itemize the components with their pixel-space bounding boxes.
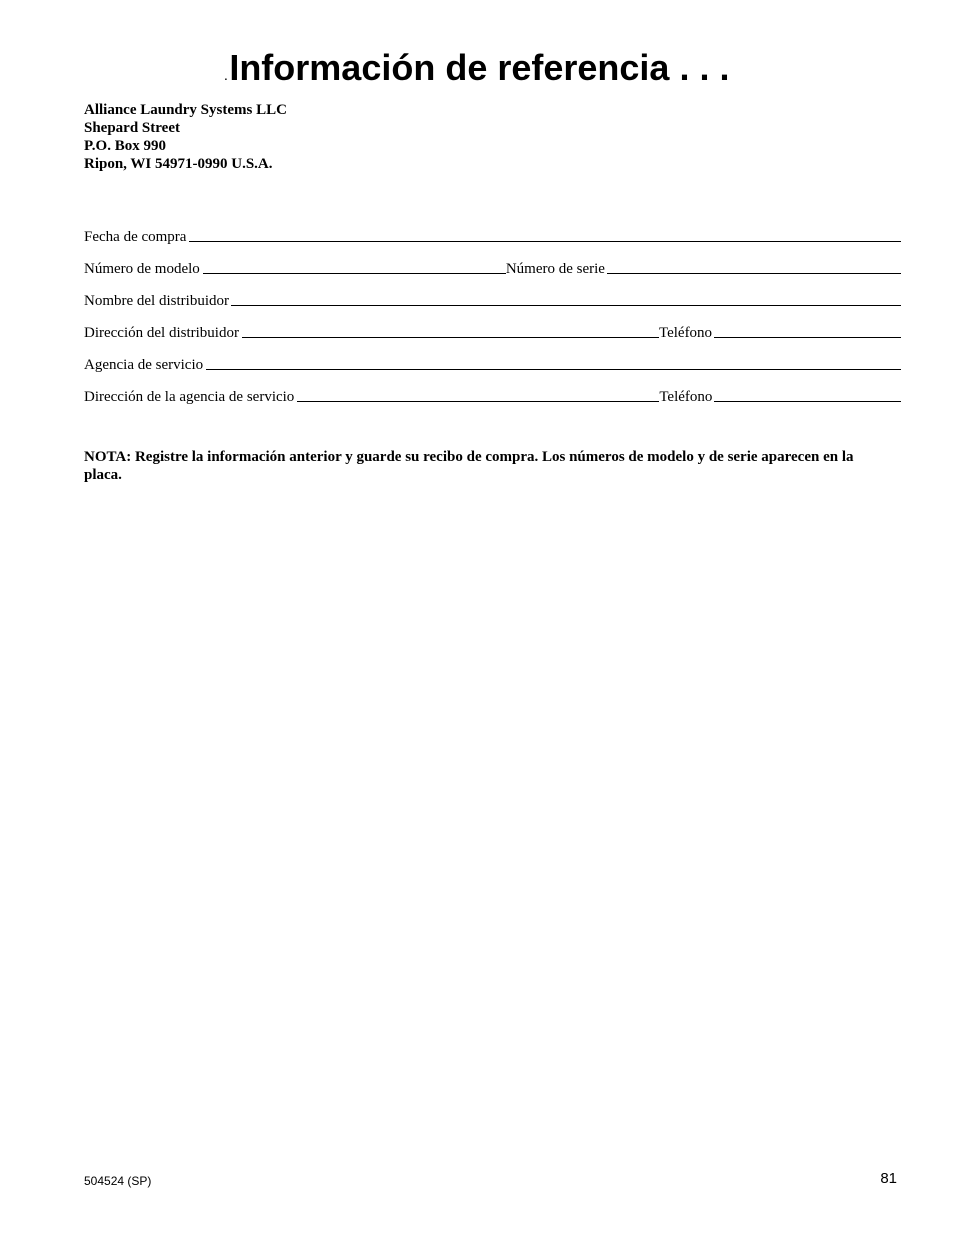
- address-line-po-box: P.O. Box 990: [84, 138, 166, 154]
- serial-number-field[interactable]: [607, 273, 901, 274]
- service-phone-label: Teléfono: [659, 389, 713, 405]
- title-mark: .: [224, 72, 228, 83]
- note-text: NOTA: Registre la información anterior y guarde su recibo de compra. Los números de modelo y de serie aparecen en la placa.: [84, 449, 854, 483]
- form-row-purchase-date: [84, 226, 901, 246]
- purchase-date-field[interactable]: [189, 241, 901, 242]
- address-line-city: Ripon, WI 54971-0990 U.S.A.: [84, 156, 273, 172]
- page-title-text: Información de referencia . . .: [229, 47, 730, 88]
- service-agency-field[interactable]: [206, 369, 901, 370]
- company-address: [84, 101, 287, 173]
- model-number-label: Número de modelo: [84, 261, 200, 277]
- service-address-label: Dirección de la agencia de servicio: [84, 389, 295, 405]
- service-address-field[interactable]: [297, 401, 659, 402]
- page-title: [0, 44, 954, 102]
- document-number: 504524 (SP): [84, 1174, 152, 1188]
- model-number-field[interactable]: [203, 273, 506, 274]
- form-row-dealer-name: [84, 290, 901, 310]
- dealer-address-label: Dirección del distribuidor: [84, 325, 239, 341]
- dealer-address-field[interactable]: [242, 337, 659, 338]
- service-agency-label: Agencia de servicio: [84, 357, 204, 373]
- dealer-name-label: Nombre del distribuidor: [84, 293, 229, 309]
- page-number: 81: [880, 1170, 897, 1187]
- address-line-company: Alliance Laundry Systems LLC: [84, 102, 287, 118]
- dealer-name-field[interactable]: [231, 305, 901, 306]
- form-row-dealer-address: [84, 322, 901, 342]
- dealer-phone-label: Teléfono: [658, 325, 713, 341]
- service-phone-field[interactable]: [714, 401, 901, 402]
- dealer-phone-field[interactable]: [714, 337, 901, 338]
- address-line-street: Shepard Street: [84, 120, 180, 136]
- form-row-model-serial: [84, 258, 901, 278]
- purchase-date-label: Fecha de compra: [84, 229, 187, 245]
- form-row-service-address: [84, 386, 901, 406]
- serial-number-label: Número de serie: [505, 261, 605, 277]
- form-row-service-agency: [84, 354, 901, 374]
